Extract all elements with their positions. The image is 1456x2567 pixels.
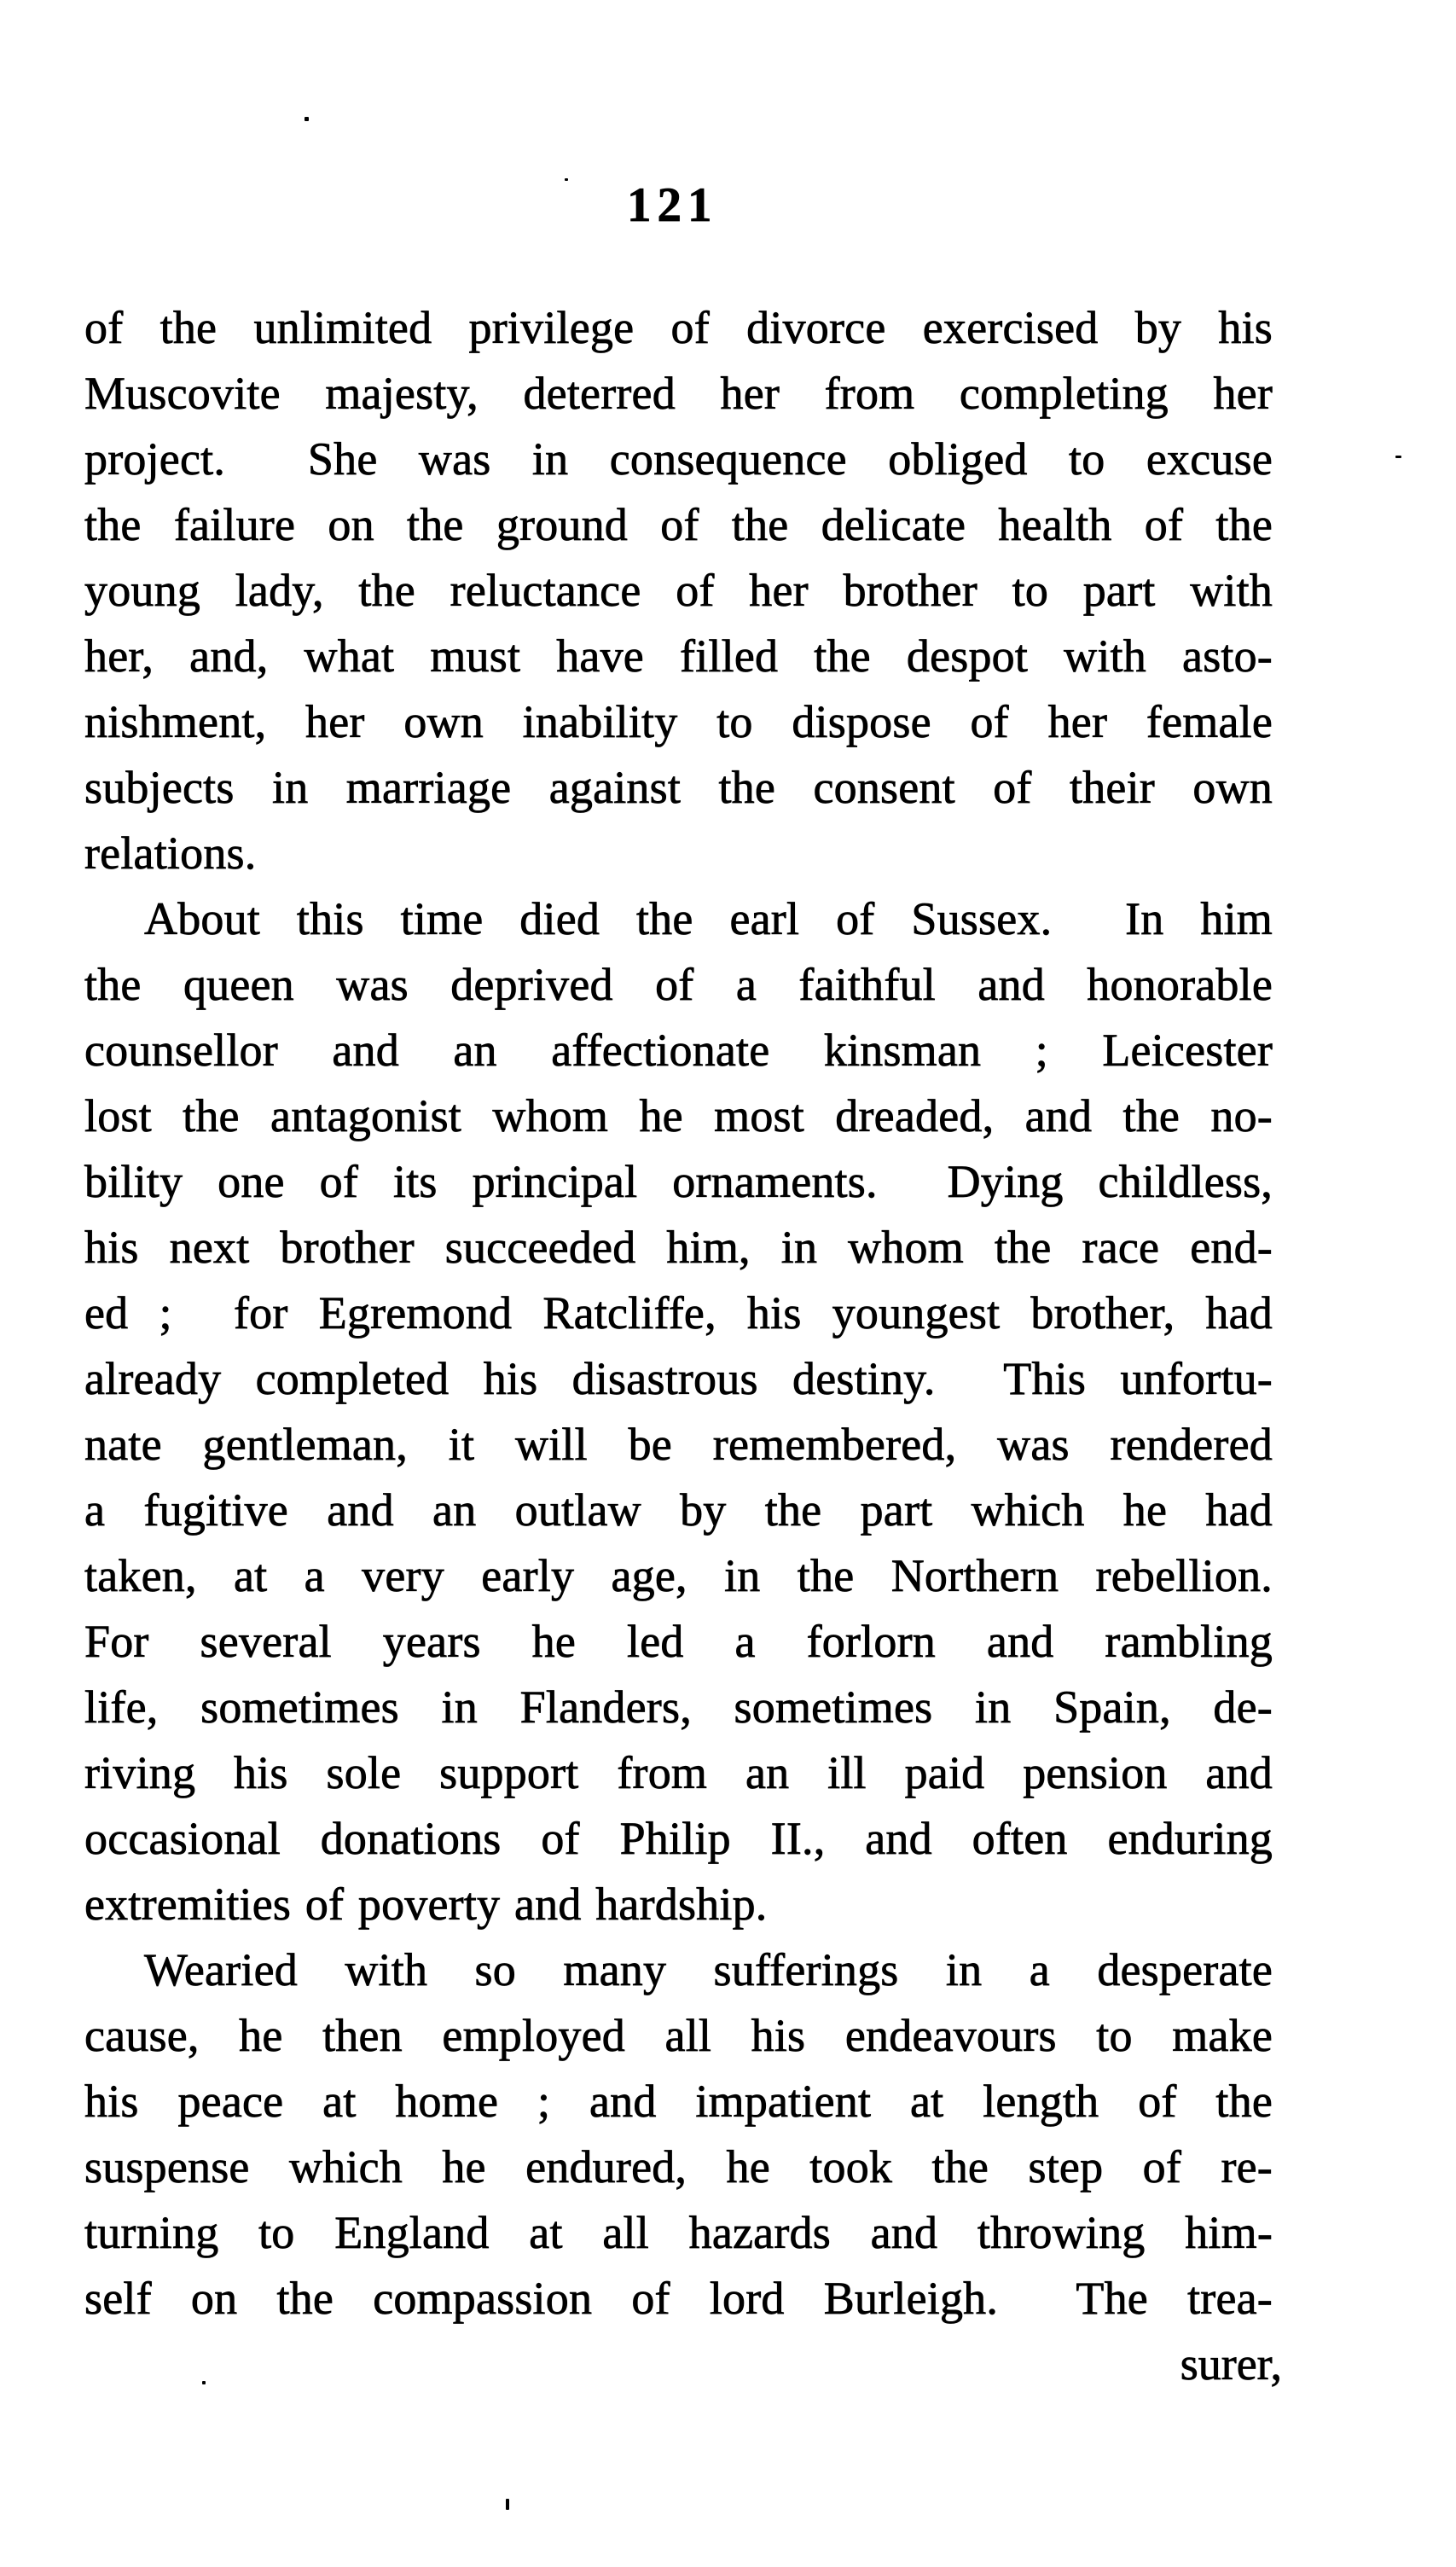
text-line: a fugitive and an outlaw by the part which he had [84,1484,1273,1536]
text-line: the failure on the ground of the delicate health of the [84,499,1273,550]
page-number: 121 [627,178,718,232]
text-line: relations. [84,828,257,879]
text-line: extremities of poverty and hardship. [84,1879,768,1930]
text-line: turning to England at all hazards and throwing him- [84,2207,1273,2258]
text-line: lost the antagonist whom he most dreaded, and the no- [84,1090,1273,1141]
text-line: subjects in marriage against the consent of their own [84,762,1273,813]
text-line: riving his sole support from an ill paid pension and [84,1747,1273,1798]
text-line: his peace at home ; and impatient at length of the [84,2076,1273,2127]
text-line: nate gentleman, it will be remembered, was rendered [84,1419,1273,1470]
text-line: counsellor and an affectionate kinsman ; Leicester [84,1025,1273,1076]
scan-speck [305,117,309,121]
text-line: About this time died the earl of Sussex. In him [144,893,1273,944]
text-line: her, and, what must have filled the despot with asto- [84,630,1273,682]
text-line: already completed his disastrous destiny. This unfortu- [84,1353,1273,1404]
text-line: self on the compassion of lord Burleigh. The trea- [84,2273,1273,2324]
text-line: cause, he then employed all his endeavours to make [84,2010,1273,2061]
scan-speck [1395,456,1401,458]
text-line: his next brother succeeded him, in whom the race end- [84,1222,1273,1273]
text-line: project. She was in consequence obliged to excuse [84,433,1273,485]
scan-speck [506,2499,509,2510]
text-line: Wearied with so many sufferings in a desperate [144,1944,1273,1995]
text-line: taken, at a very early age, in the Northern rebellion. [84,1550,1273,1601]
text-line: the queen was deprived of a faithful and honorable [84,959,1273,1010]
text-line: of the unlimited privilege of divorce exercised by his [84,302,1273,353]
scan-speck [202,2381,206,2384]
catchword: surer, [1180,2338,1282,2390]
scan-speck [565,178,568,181]
text-line: Muscovite majesty, deterred her from completing her [84,368,1273,419]
text-line: nishment, her own inability to dispose of her female [84,696,1273,747]
body-text [84,295,1273,2332]
text-line: ed ; for Egremond Ratcliffe, his youngest brother, had [84,1287,1273,1339]
text-line: young lady, the reluctance of her brother to part with [84,565,1273,616]
text-line: life, sometimes in Flanders, sometimes in Spain, de- [84,1681,1273,1733]
text-line: suspense which he endured, he took the step of re- [84,2141,1273,2192]
text-line: occasional donations of Philip II., and often enduring [84,1813,1273,1864]
text-line: For several years he led a forlorn and rambling [84,1616,1273,1667]
text-line: bility one of its principal ornaments. Dying childless, [84,1156,1273,1207]
